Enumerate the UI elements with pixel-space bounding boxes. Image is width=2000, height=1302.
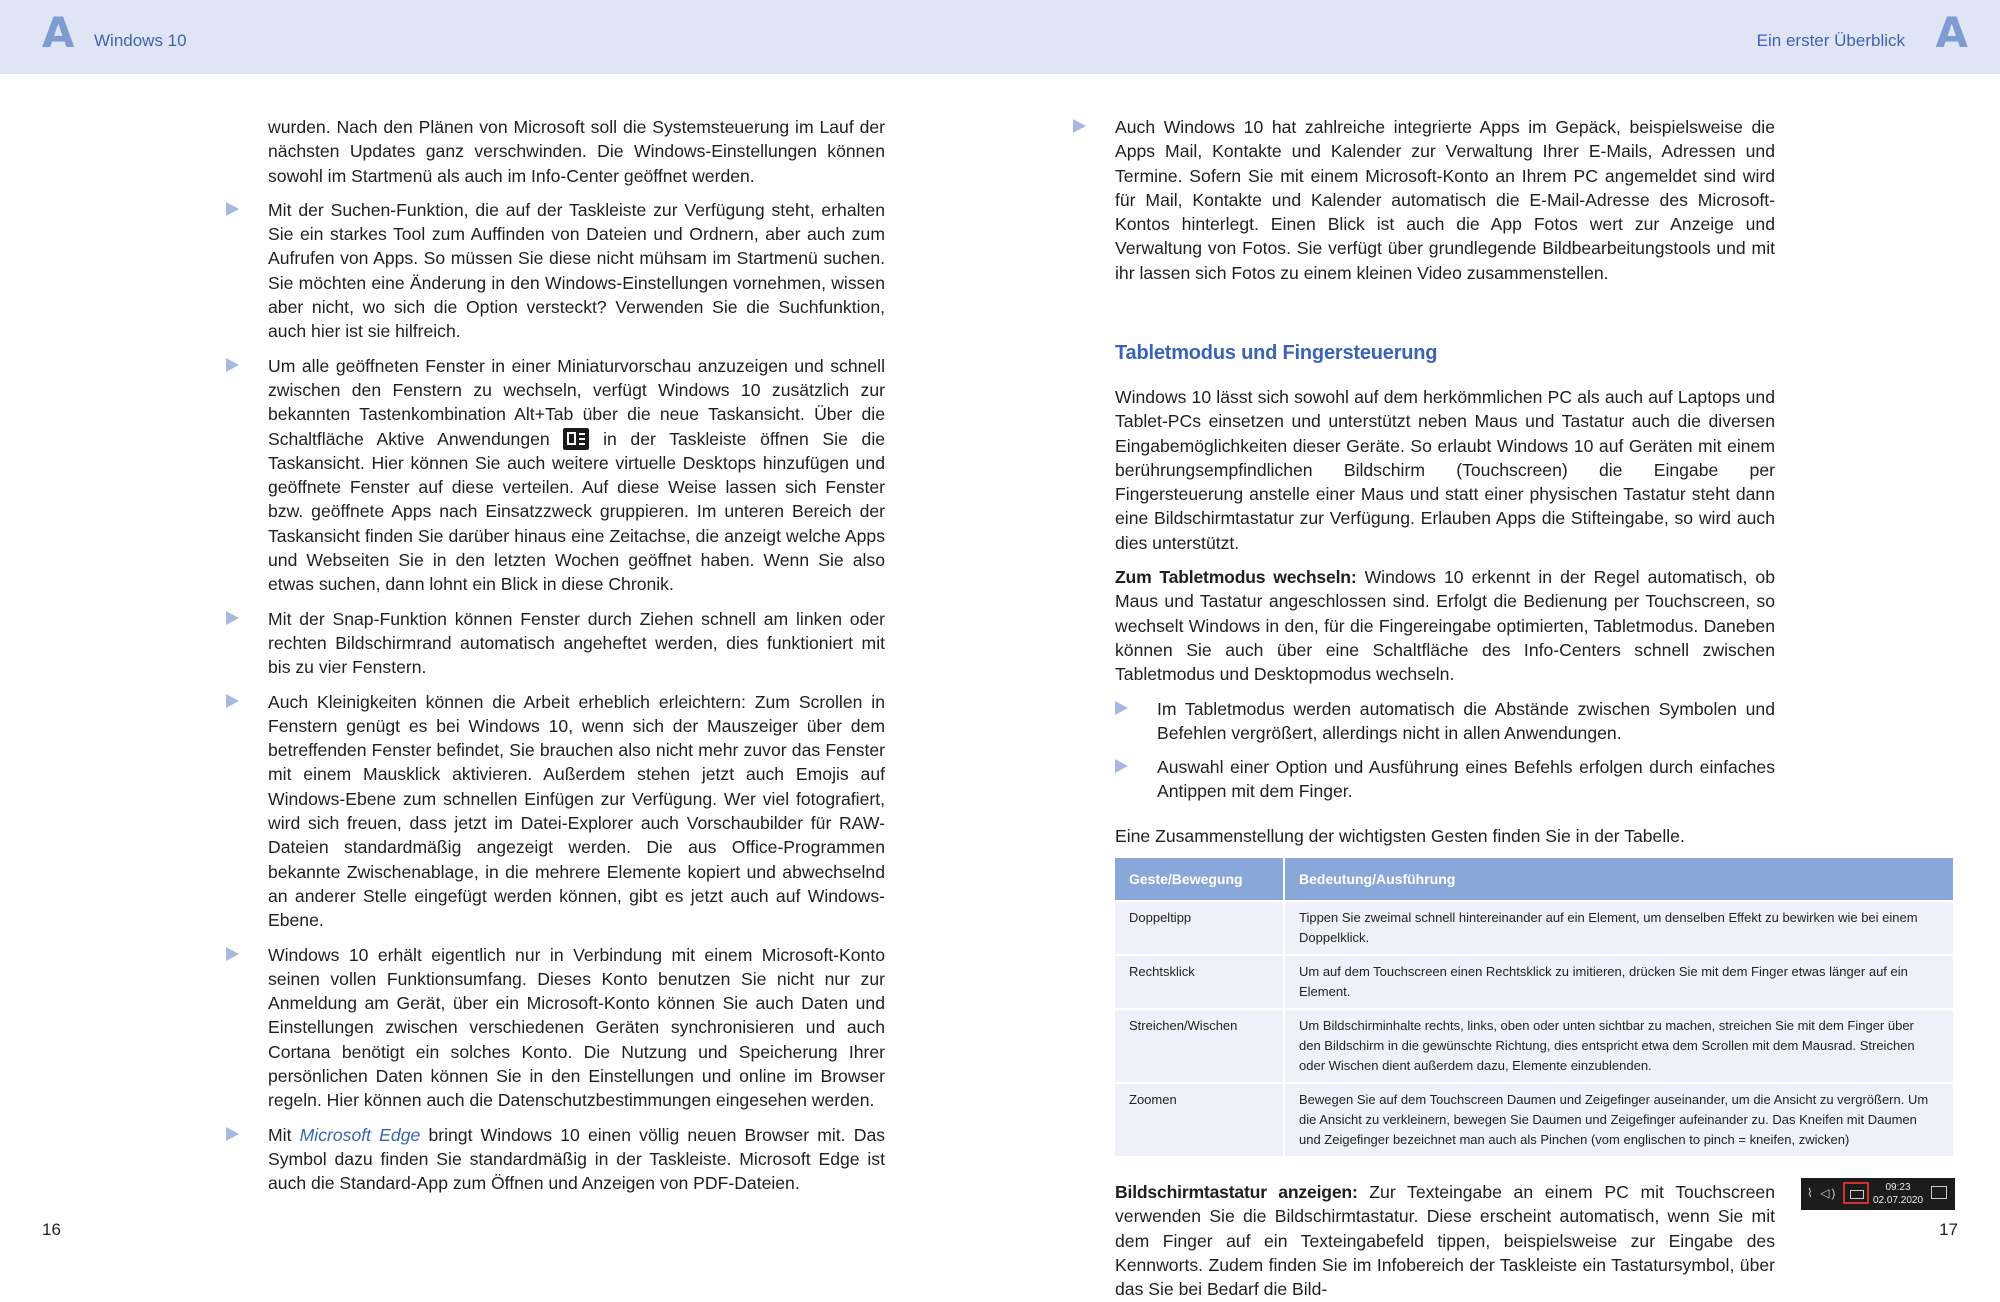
bullet-text: Windows 10 erhält eigentlich nur in Verbindung mit einem Microsoft-Konto seinen vollen Funktionsumfang. Dieses Konto benutzen Sie nicht nur zur Anmeldung am Gerät, über ein Microsoft-Konto können Sie auch Daten und Einstellungen zwischen verschiedenen Geräten synchronisieren und auch Cortana benötigt ein solches Konto. Die Nutzung und Speicherung Ihrer persönlichen Daten können Sie in den Einstellungen und online im Browser regeln. Hier können auch die Datenschutzbestimmungen eingesehen werden. bbox=[268, 944, 885, 1111]
paragraph-text: Zur Texteingabe an einem PC mit Touchscreen verwenden Sie die Bildschirmtastatur. Diese erscheint automatisch, wenn Sie mit dem Finger auf ein Texteingabefeld tippen, beispielsweise zur Eingabe des Kennworts. Zudem finden Sie im Infobereich der Taskleiste ein Tastatursymbol, über das Sie bei Bedarf die Bild- bbox=[1115, 1182, 1775, 1300]
table-cell: Tippen Sie zweimal schnell hintereinander auf ein Element, um denselben Effekt zu bewirken wie bei einem Doppelklick. bbox=[1285, 902, 1953, 954]
table-header-cell: Bedeutung/Ausführung bbox=[1285, 858, 1953, 900]
table-cell: Um auf dem Touchscreen einen Rechtsklick zu imitieren, drücken Sie mit dem Finger etwas länger auf ein Element. bbox=[1285, 956, 1953, 1008]
bullet-edge bbox=[268, 1123, 885, 1196]
intro-paragraph: wurden. Nach den Plänen von Microsoft soll die Systemsteuerung im Lauf der nächsten Updates ganz verschwinden. Die Windows-Einstellungen können sowohl im Startmenü als auch im Info-Center geöffnet werden. bbox=[268, 117, 885, 186]
bullet-marker-icon bbox=[1115, 701, 1128, 715]
bullet-search bbox=[268, 198, 885, 344]
right-page-column bbox=[1115, 115, 1929, 1302]
table-cell: Doppeltipp bbox=[1115, 902, 1283, 954]
bullet-text: Mit bbox=[268, 1124, 292, 1145]
left-page bbox=[268, 115, 885, 1205]
table-row bbox=[1115, 1084, 1953, 1156]
tablet-intro-paragraph: Windows 10 lässt sich sowohl auf dem herkömmlichen PC als auch auf Laptops und Tablet-PCs einsetzen und unterstützt neben Maus und Tastatur auch die diversen Eingabemöglichkeiten dieser Geräte. So erlaubt Windows 10 auf Geräten mit einem berührungsempfindlichen Bildschirm (Touchscreen) die Eingabe per Fingersteuerung anstelle einer Maus und statt einer physischen Tastatur steht dann eine Bildschirmtastatur zur Verfügung. Erlauben Apps die Stifteingabe, so wird auch dies unterstützt. bbox=[1115, 387, 1775, 553]
paragraph-lead: Bildschirmtastatur anzeigen: bbox=[1115, 1182, 1358, 1203]
table-intro: Eine Zusammenstellung der wichtigsten Gesten finden Sie in der Tabelle. bbox=[1115, 825, 1685, 846]
bullet-text: bringt Windows 10 einen völlig neuen Browser mit. Das Symbol dazu finden Sie standardmäßig in der Taskleiste. Microsoft Edge ist auch die Standard-App zum Öffnen und Anzeigen von PDF-Dateien. bbox=[268, 1124, 886, 1194]
task-view-icon bbox=[563, 428, 589, 450]
section-heading: Tabletmodus und Fingersteuerung bbox=[1115, 342, 1438, 364]
bullet-account bbox=[268, 943, 885, 1113]
tray-time: 09:23 bbox=[1885, 1182, 1911, 1194]
bullet-marker-icon bbox=[226, 1127, 239, 1141]
keyboard-paragraph bbox=[1115, 1180, 1775, 1301]
tablet-mode-paragraph bbox=[1115, 565, 1775, 686]
bullet-text: in der Taskleiste öffnen Sie die Taskansicht. Hier können Sie auch weitere virtuelle Desktops hinzufügen und geöffnete Fenster auf diese verteilen. Auf diese Weise lassen sich Fenster bzw. geöffnete Apps nach Einsatzzweck gruppieren. Im unteren Bereich der Taskansicht finden Sie darüber hinaus eine Zeitachse, die anzeigt welche Apps und Webseiten Sie in den letzten Wochen geöffnet haben. Wenn Sie also etwas suchen, dann lohnt ein Blick in diese Chronik. bbox=[268, 428, 886, 595]
table-row bbox=[1115, 1010, 1953, 1082]
running-title-right: Ein erster Überblick bbox=[1756, 31, 1905, 50]
bullet-text: Auch Windows 10 hat zahlreiche integrierte Apps im Gepäck, beispielsweise die Apps Mail, Kontakte und Kalender zur Verwaltung Ihrer E-Mails, Adressen und Termine. Sofern Sie mit einem Microsoft-Konto an Ihrem PC angemeldet sind wird für Mail, Kontakte und Kalender automatisch die E-Mail-Adresse des Microsoft-Kontos hinterlegt. Einen Blick ist auch die App Fotos wert zur Anzeige und Verwaltung von Fotos. Sie verfügt über grundlegende Bildbearbeitungstools und mit ihr lassen sich Fotos zu einem kleinen Video zusammenstellen. bbox=[1115, 117, 1775, 283]
bullet-marker-icon bbox=[226, 358, 239, 372]
taskbar-screenshot bbox=[1801, 1178, 1955, 1210]
bullet-marker-icon bbox=[226, 611, 239, 625]
running-title-left: Windows 10 bbox=[94, 31, 187, 50]
keyboard-paragraph-wrap bbox=[1115, 1180, 1924, 1301]
bullet-marker-icon bbox=[1073, 119, 1086, 133]
table-header-row bbox=[1115, 858, 1953, 900]
table-cell: Rechtsklick bbox=[1115, 956, 1283, 1008]
table-cell: Um Bildschirminhalte rechts, links, oben oder unten sichtbar zu machen, streichen Sie mit dem Finger über den Bildschirm in die gewünschte Richtung, dies entspricht etwa dem Scrollen mit dem Mausrad. Streichen oder Wischen dient außerdem dazu, Elemente einzublenden. bbox=[1285, 1010, 1953, 1082]
bullet-marker-icon bbox=[226, 947, 239, 961]
bullet-marker-icon bbox=[226, 202, 239, 216]
tray-date: 02.07.2020 bbox=[1873, 1195, 1924, 1207]
bullet-snap bbox=[268, 607, 885, 680]
bullet-spacing bbox=[1157, 697, 1775, 746]
paragraph-text: Windows 10 erkennt in der Regel automatisch, ob Maus und Tastatur angeschlossen sind. Erfolgt die Bedienung per Touchscreen, so wechselt Windows in den, für die Fingereingabe optimierten, Tabletmodus. Daneben können Sie auch über eine Schaltfläche des Info-Centers schnell zwischen Tabletmodus und Desktopmodus wechseln. bbox=[1115, 567, 1776, 685]
page-number-left: 16 bbox=[42, 1220, 61, 1239]
bullet-taskview bbox=[268, 354, 885, 597]
bullet-text: Mit der Suchen-Funktion, die auf der Taskleiste zur Verfügung steht, erhalten Sie ein starkes Tool zum Auffinden von Dateien und Ordnern, aber auch zum Aufrufen von Apps. So müssen Sie diese nicht mühsam im Startmenü suchen. Sie möchten eine Änderung in den Windows-Einstellungen vornehmen, wissen aber nicht, wo sich die Option versteckt? Verwenden Sie die Suchfunktion, auch hier ist sie hilfreich. bbox=[268, 199, 885, 342]
notification-icon[interactable] bbox=[1931, 1186, 1947, 1199]
table-row bbox=[1115, 956, 1953, 1008]
bullet-tap bbox=[1157, 755, 1775, 804]
table-cell: Bewegen Sie auf dem Touchscreen Daumen und Zeigefinger auseinander, um die Ansicht zu vergrößern. Um die Ansicht zu verkleinern, bewegen Sie Daumen und Zeigefinger aufeinander zu. Das Kneifen mit Daumen und Zeigefinger bezeichnet man auch als Pinchen (vom englischen to pinch = kneifen, zwicken) bbox=[1285, 1084, 1953, 1156]
paragraph-lead: Zum Tabletmodus wechseln: bbox=[1115, 567, 1357, 588]
touch-keyboard-icon[interactable] bbox=[1843, 1182, 1869, 1204]
bullet-text: Auch Kleinigkeiten können die Arbeit erheblich erleichtern: Zum Scrollen in Fenstern genügt es bei Windows 10, wenn sich der Mauszeiger über dem betreffenden Fenster befindet, Sie brauchen also nicht mehr zuvor das Fenster mit einem Mausklick aktivieren. Außerdem stehen jetzt auch Emojis auf Windows-Ebene zum schnellen Einfügen zur Verfügung. Wer viel fotografiert, wird sich freuen, dass jetzt im Datei-Explorer auch Vorschaubilder für RAW-Dateien standardmäßig angezeigt werden. Die aus Office-Programmen bekannte Zwischenablage, in die mehrere Elemente kopiert und abwechselnd an anderer Stelle eingefügt werden können, gibt es jetzt auch auf Windows-Ebene. bbox=[268, 691, 885, 931]
gestures-table bbox=[1113, 856, 1955, 1158]
chapter-letter-right: A bbox=[1935, 8, 1968, 57]
tray-clock bbox=[1873, 1181, 1923, 1207]
page-header bbox=[0, 0, 2000, 74]
table-cell: Zoomen bbox=[1115, 1084, 1283, 1156]
edge-link[interactable]: Microsoft Edge bbox=[299, 1124, 421, 1145]
bullet-details bbox=[268, 690, 885, 933]
bullet-marker-icon bbox=[1115, 759, 1128, 773]
table-cell: Streichen/Wischen bbox=[1115, 1010, 1283, 1082]
table-header-cell: Geste/Bewegung bbox=[1115, 858, 1283, 900]
bullet-text: Auswahl einer Option und Ausführung eines Befehls erfolgen durch einfaches Antippen mit dem Finger. bbox=[1157, 757, 1775, 802]
bullet-text: Im Tabletmodus werden automatisch die Abstände zwischen Symbolen und Befehlen vergrößert, allerdings nicht in allen Anwendungen. bbox=[1157, 698, 1775, 743]
page-number-right: 17 bbox=[1939, 1220, 1958, 1239]
bullet-marker-icon bbox=[226, 694, 239, 708]
bullet-text: Mit der Snap-Funktion können Fenster durch Ziehen schnell am linken oder rechten Bildschirmrand automatisch angeheftet werden, dies funktioniert mit bis zu vier Fenstern. bbox=[268, 608, 885, 678]
table-row bbox=[1115, 902, 1953, 954]
bullet-text: Um alle geöffneten Fenster in einer Miniaturvorschau anzuzeigen und schnell zwischen den Fenstern zu wechseln, verfügt Windows 10 zusätzlich zur bekannten Tastenkombination Alt+Tab über die neue Taskansicht. Über die Schaltfläche Aktive Anwendungen bbox=[268, 355, 885, 449]
chapter-letter-left: A bbox=[42, 8, 75, 57]
tray-icons: ⌇ ◁) bbox=[1807, 1186, 1838, 1201]
